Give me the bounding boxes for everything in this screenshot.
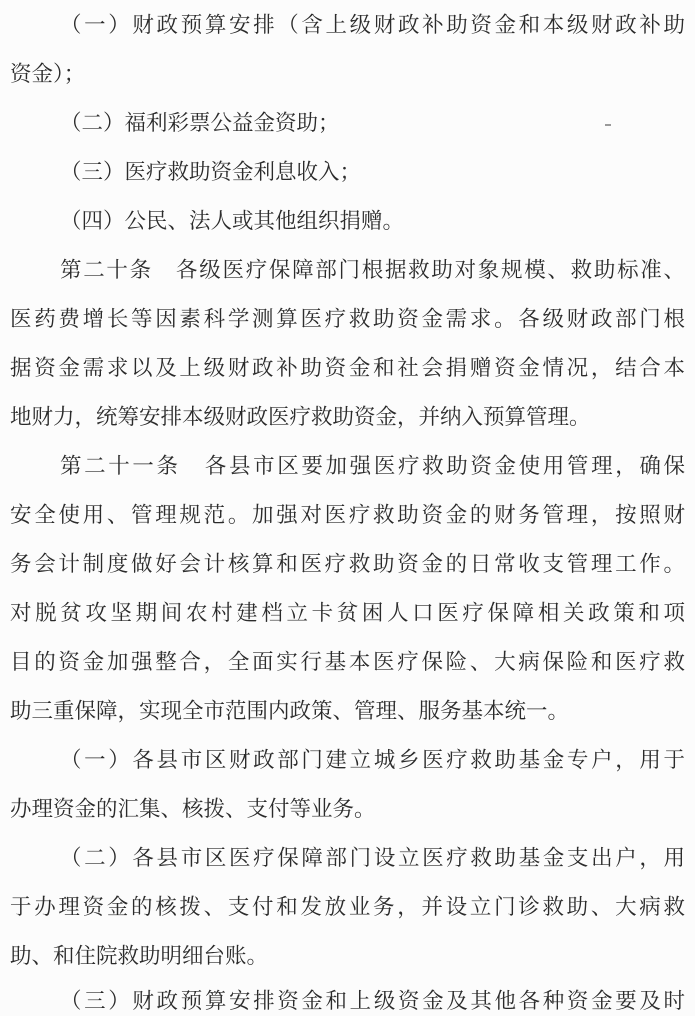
- text-line: （一）各县市区财政部门建立城乡医疗救助基金专户，用于: [60, 748, 685, 773]
- text-line: 办理资金的汇集、核拨、支付等业务。: [10, 797, 376, 822]
- text-line: 助三重保障，实现全市范围内政策、管理、服务基本统一。: [10, 699, 570, 724]
- text-line: 于办理资金的核拨、支付和发放业务，并设立门诊救助、大病救: [10, 895, 685, 920]
- text-line: 资金）；: [10, 62, 86, 87]
- text-line: 务会计制度做好会计核算和医疗救助资金的日常收支管理工作。: [10, 552, 685, 577]
- text-line: 对脱贫攻坚期间农村建档立卡贫困人口医疗保障相关政策和项: [10, 601, 685, 626]
- text-line: 第二十条 各级医疗保障部门根据救助对象规模、救助标准、: [60, 258, 685, 283]
- text-line: （二）福利彩票公益金资助；: [60, 111, 340, 136]
- text-line: （二）各县市区医疗保障部门设立医疗救助基金支出户，用: [60, 846, 685, 871]
- text-line: 第二十一条 各县市区要加强医疗救助资金使用管理，确保: [60, 454, 685, 479]
- text-line: 地财力，统筹安排本级财政医疗救助资金，并纳入预算管理。: [10, 405, 591, 430]
- text-line: （一）财政预算安排（含上级财政补助资金和本级财政补助: [60, 13, 685, 38]
- text-line: （三）医疗救助资金利息收入；: [60, 160, 362, 185]
- text-line: 据资金需求以及上级财政补助资金和社会捐赠资金情况，结合本: [10, 356, 685, 381]
- scan-speck: [605, 124, 611, 126]
- text-line: 医药费增长等因素科学测算医疗救助资金需求。各级财政部门根: [10, 307, 685, 332]
- text-line: （三）财政预算安排资金和上级资金及其他各种资金要及时: [60, 989, 685, 1014]
- text-line: 目的资金加强整合，全面实行基本医疗保险、大病保险和医疗救: [10, 650, 685, 675]
- text-line: （四）公民、法人或其他组织捐赠。: [60, 209, 405, 234]
- text-line: 助、和住院救助明细台账。: [10, 944, 269, 969]
- text-line: 安全使用、管理规范。加强对医疗救助资金的财务管理，按照财: [10, 503, 685, 528]
